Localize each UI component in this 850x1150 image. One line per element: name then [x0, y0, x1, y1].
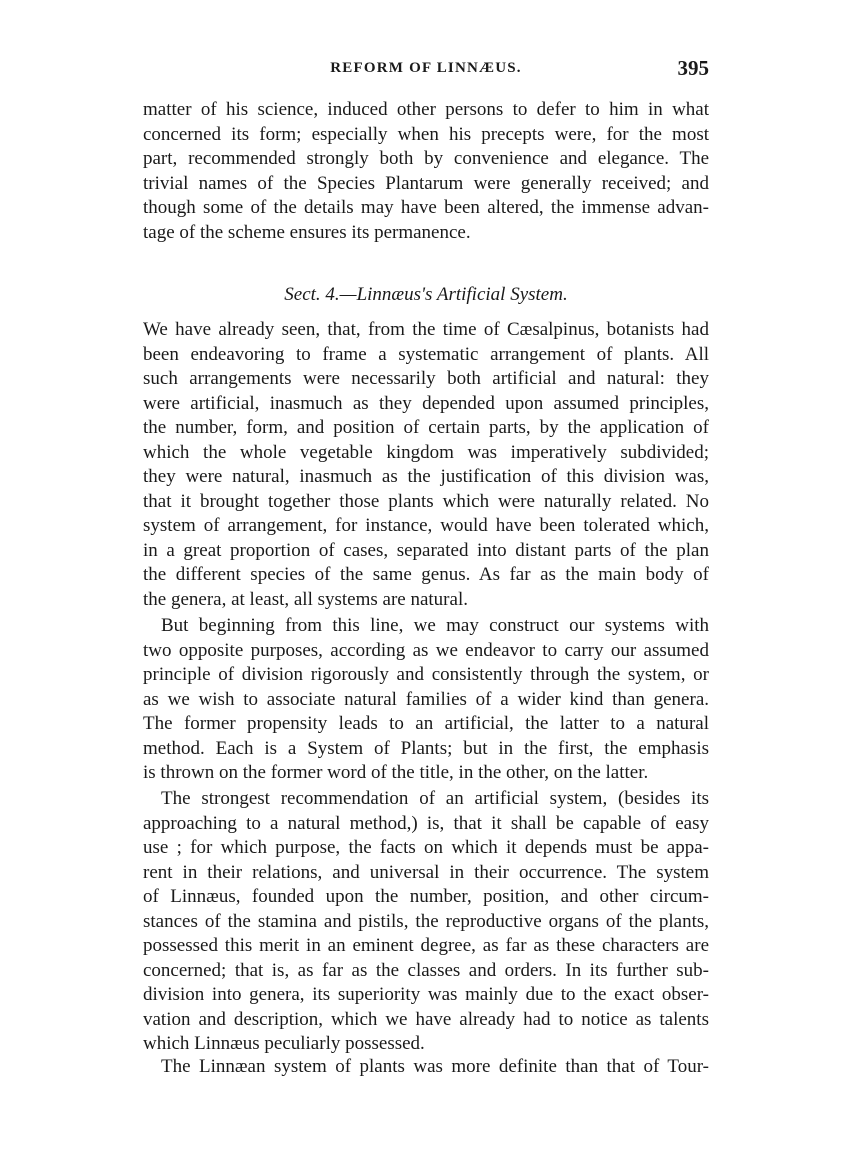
running-head — [143, 58, 709, 86]
text-line: though some of the details may have been altered, the immense advan- — [143, 197, 709, 218]
text-line: use ; for which purpose, the facts on which it depends must be appa- — [143, 837, 709, 858]
text-line: We have already seen, that, from the time of Cæsalpinus, botanists had — [143, 319, 709, 340]
text-line: concerned; that is, as far as the classes and orders. In its further sub- — [143, 959, 709, 981]
text-line: were artificial, inasmuch as they depended upon assumed principles, — [143, 392, 709, 414]
text-line: vation and description, which we have already had to notice as talents — [143, 1008, 709, 1030]
text-line: in a great proportion of cases, separated into distant parts of the plan — [143, 539, 709, 561]
text-line: two opposite purposes, according as we endeavor to carry our assumed — [143, 639, 709, 661]
text-line: stances of the stamina and pistils, the reproductive organs of the plants, — [143, 910, 709, 932]
text-line: tage of the scheme ensures its permanence. — [143, 221, 471, 243]
text-line: been endeavoring to frame a systematic arrangement of plants. All — [143, 343, 709, 365]
text-line: the genera, at least, all systems are natural. — [143, 588, 468, 610]
page-number: 395 — [677, 56, 709, 80]
section-heading: Sect. 4.—Linnæus's Artificial System. — [284, 284, 568, 305]
text-line: trivial names of the Species Plantarum were generally received; and — [143, 172, 709, 194]
paragraph-5 — [143, 1055, 709, 1080]
text-line: is thrown on the former word of the title, in the other, on the latter. — [143, 762, 649, 783]
text-line: matter of his science, induced other persons to defer to him in what — [143, 99, 709, 120]
text-line: The former propensity leads to an artificial, the latter to a natural — [143, 713, 709, 734]
text-line: such arrangements were necessarily both artificial and natural: they — [143, 368, 709, 389]
text-line: method. Each is a System of Plants; but in the first, the emphasis — [143, 737, 709, 759]
text-line: of Linnæus, founded upon the number, position, and other circum- — [143, 886, 709, 907]
text-line: the number, form, and position of certain parts, by the application of — [143, 417, 709, 438]
paragraph-2 — [143, 318, 709, 612]
text-line: division into genera, its superiority was mainly due to the exact obser- — [143, 984, 709, 1005]
text-line: But beginning from this line, we may construct our systems with — [161, 615, 709, 636]
text-line: as we wish to associate natural families of a wider kind than genera. — [143, 688, 709, 710]
text-line: which Linnæus peculiarly possessed. — [143, 1033, 425, 1054]
text-line: rent in their relations, and universal in their occurrence. The system — [143, 861, 709, 883]
text-line: possessed this merit in an eminent degree, as far as these characters are — [143, 935, 709, 956]
text-line: which the whole vegetable kingdom was imperatively subdivided; — [143, 441, 709, 463]
paragraph-3 — [143, 614, 709, 786]
text-line: that it brought together those plants which were naturally related. No — [143, 490, 709, 512]
text-line: principle of division rigorously and consistently through the system, or — [143, 664, 709, 685]
paragraph-1 — [143, 98, 709, 245]
running-title: REFORM OF LINNÆUS. — [330, 60, 522, 76]
text-line: approaching to a natural method,) is, that it shall be capable of easy — [143, 812, 709, 834]
text-line: the different species of the same genus. As far as the main body of — [143, 564, 709, 585]
text-line: concerned its form; especially when his precepts were, for the most — [143, 123, 709, 145]
paragraph-4 — [143, 787, 709, 1057]
text-line: system of arrangement, for instance, would have been tolerated which, — [143, 515, 709, 536]
text-line: The strongest recommendation of an artificial system, (besides its — [161, 788, 709, 809]
text-line: they were natural, inasmuch as the justification of this division was, — [143, 466, 709, 487]
text-line: part, recommended strongly both by convenience and elegance. The — [143, 148, 709, 169]
text-line: The Linnæan system of plants was more definite than that of Tour- — [161, 1056, 709, 1077]
